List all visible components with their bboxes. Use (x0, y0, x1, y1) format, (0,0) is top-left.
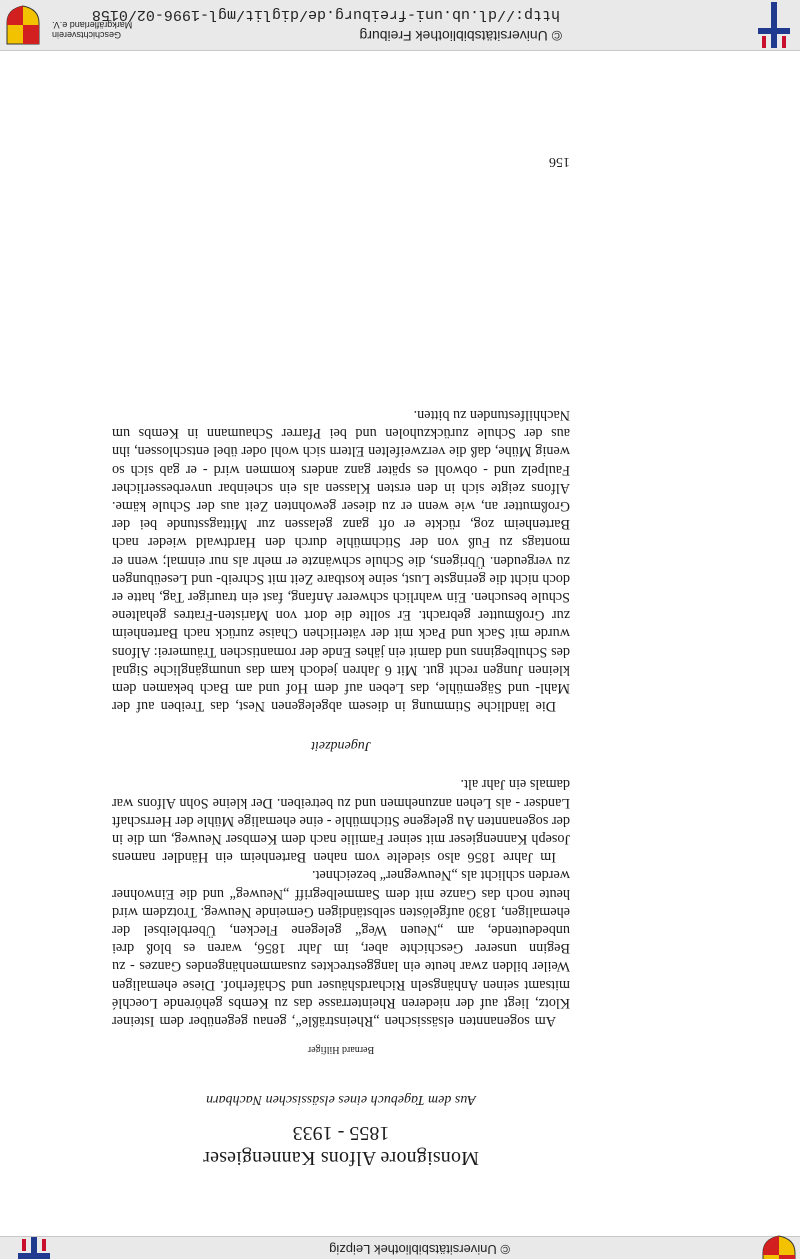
library-logo-icon (754, 0, 794, 48)
header-bar (0, 1236, 800, 1259)
library-logo-icon (14, 1232, 54, 1259)
paragraph: Die ländliche Stimmung in diesem abgelegenen Nest, das Treiben auf der Mahl- und Sägemühle, das Leben auf dem Hof und am Bach bekamen dem kleinen Jungen recht gut. Mit 6 Jahren jedoch kam das unumgängliche Signal des Schulbeginns und damit ein jähes Ende der romantischen Träumerei: Alfons wurde mit Sack und Pack mit der väterlichen Chaise zurück nach Bartenheim zur Großmutter gebracht. Er sollte die dort von Maristen-Fratres gehaltene Schule besuchen. Ein wahrlich schwerer Anfang, fast ein trauriger Tag, hatte er doch nicht die geringste Lust, seine kostbare Zeit mit Schreib- und Leseübungen zu vergeuden. Übrigens, die Schule schwänzte er mehr als nur einmal; wenn er montags zu Fuß von der Stichmühle durch den Hardtwald wieder nach Bartenheim zog, rückte er oft ganz gelassen zur Mittagsstunde bei der Großmutter an, wie wenn er zu dieser gewohnten Zeit aus der Schule käme. Alfons zeigte sich in den ersten Klassen als ein scheinbar unverbesserlicher Faulpelz und - obwohl es später ganz anders kommen wird - er gab sich so wenig Mühe, daß die verzweifelten Eltern sich wohl oder übel entschlossen, ihn aus der Schule zurückzuholen und bei Pfarrer Schaumann in Kembs um Nachhilfestunden zu bitten. (112, 406, 570, 715)
article-years: 1855 - 1933 (292, 1122, 390, 1144)
crest-icon (762, 1235, 796, 1259)
paragraph: Im Jahre 1856 also siedelte vom nahen Bartenheim ein Händler namens Joseph Kannengieser mit seiner Familie nach dem Kembser Neuweg, um die in der sogenannten Au gelegene Stichmühle - eine ehemalige Mühle der Herrschaft Landser - als Lehen anzunehmen und zu betreiben. Der kleine Sohn Alfons war damals ein Jahr alt. (112, 776, 570, 866)
article-subtitle: Aus dem Tagebuch eines elsässischen Nachbarn (206, 1092, 476, 1107)
header-copyright: © Universitätsbibliothek Leipzig (329, 1242, 510, 1257)
page-number: 156 (549, 154, 570, 169)
article-author: Bernard Hilfiger (307, 1044, 375, 1055)
article-title: Monsignore Alfons Kannengieser (203, 1147, 479, 1169)
permalink[interactable]: http://dl.ub.uni-freiburg.de/diglit/mgl-1996-02/0158 (91, 6, 560, 23)
section-heading: Jugendzeit (311, 738, 371, 754)
paragraph: Am sogenannten elsässischen „Rheinsträßle“, genau gegenüber dem Isteiner Klotz, liegt auf der niederen Rheinterrasse das zu Kembs gehörende Loechlé mitsamt seinen Anhängseln Richardshäuser und Schäferhof. Diese ehemaligen Weiler bilden zwar heute ein langgestrecktes zusammenhängendes Ganzes - zu Beginn unserer Geschichte aber, im Jahr 1856, waren es bloß drei unbedeutende, am „Neuen Weg“ gelegene Flecken, Überbleibsel der ehemaligen, 1830 aufgelösten selbständigen Gemeinde Neuweg. Trotzdem wird heute noch das Ganze mit dem Sammelbegriff „Neuweg“ und die Einwohner werden schlicht als „Neuwegner“ bezeichnet. (112, 867, 570, 1029)
footer-copyright: © Universitätsbibliothek Freiburg (359, 28, 562, 44)
article (112, 406, 570, 1169)
footer-bar (0, 0, 800, 51)
crest-icon (6, 5, 40, 45)
org-name: Geschichtsverein Markgräflerland e.V. (52, 19, 133, 40)
